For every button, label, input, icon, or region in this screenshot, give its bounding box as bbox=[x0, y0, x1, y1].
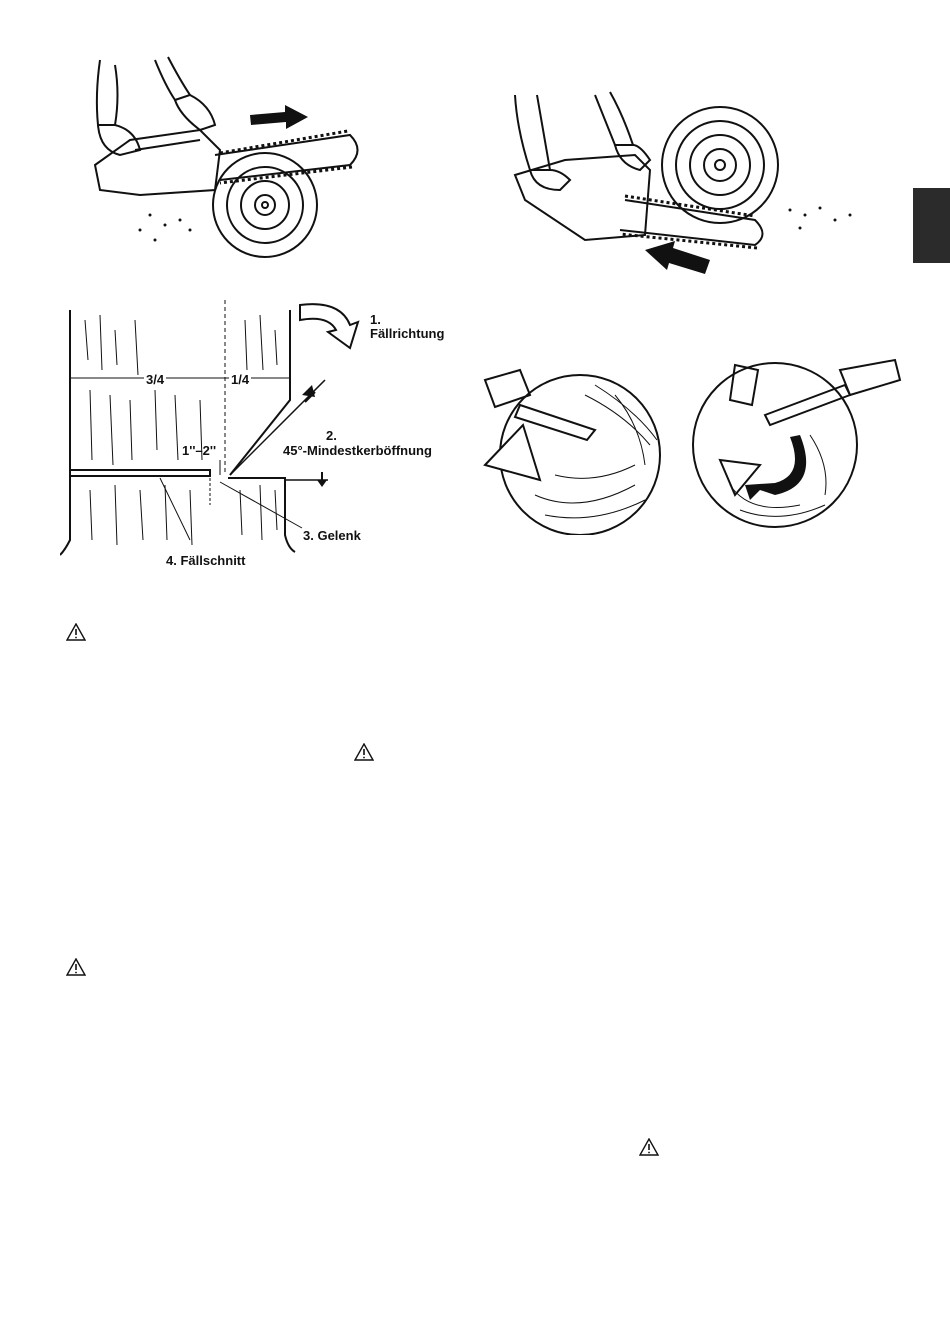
label-felling-direction: Fällrichtung bbox=[370, 326, 445, 341]
warning-triangle-icon bbox=[66, 958, 86, 976]
chainsaw-cutting-log-bottom-icon bbox=[505, 90, 865, 280]
warning-triangle-icon bbox=[354, 743, 374, 761]
fraction-one-quarter: 1/4 bbox=[231, 372, 250, 387]
log-notch-cut-right-icon bbox=[690, 345, 910, 535]
label-hinge: 3. Gelenk bbox=[303, 528, 361, 543]
chainsaw-cutting-log-top-icon bbox=[80, 55, 380, 275]
felling-notch-diagram bbox=[60, 300, 460, 580]
warning-triangle-icon bbox=[639, 1138, 659, 1156]
warning-triangle-icon bbox=[66, 623, 86, 641]
fraction-three-quarters: 3/4 bbox=[146, 372, 165, 387]
log-notch-cut-left-icon bbox=[475, 355, 675, 535]
label-felling-cut: 4. Fällschnitt bbox=[166, 553, 246, 568]
section-tab-marker bbox=[913, 188, 950, 263]
label-notch-opening: 45°-Mindestkerböffnung bbox=[283, 443, 432, 458]
label-2-number: 2. bbox=[326, 428, 337, 443]
label-1-number: 1. bbox=[370, 312, 381, 327]
label-hinge-gap: 1''–2'' bbox=[182, 443, 217, 458]
